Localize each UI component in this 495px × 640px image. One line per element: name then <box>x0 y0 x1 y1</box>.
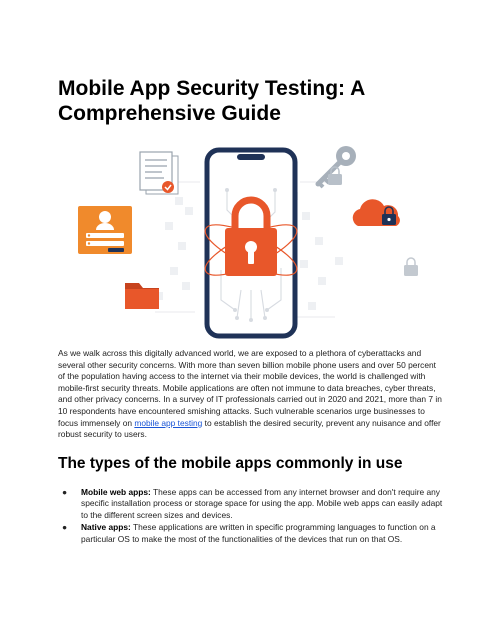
list-item <box>58 487 443 521</box>
bullet-icon: ● <box>62 522 68 533</box>
document-icon <box>140 152 178 194</box>
list-item-term: Native apps: <box>81 522 131 533</box>
folder-icon <box>125 283 159 309</box>
section-heading: The types of the mobile apps commonly in use <box>58 455 403 472</box>
cloud-lock-icon <box>353 199 400 226</box>
phone-illustration <box>199 150 302 336</box>
mobile-app-testing-link[interactable]: mobile app testing <box>134 417 203 428</box>
bullet-icon: ● <box>62 487 68 497</box>
list-item <box>58 522 443 545</box>
list-item-text: These applications are written in specific programming languages to function on a particular OS to make the most of the functionalities of the devices that run on that OS. <box>81 522 436 544</box>
list-item-term: Mobile web apps: <box>81 487 151 497</box>
login-card-icon <box>78 206 132 254</box>
list-item-text: These apps can be accessed from any internet browser and don't require any specific installation process or storage space for using the app. Mobile web apps can easily adapt to the different screen sizes and devices. <box>81 487 443 520</box>
page-title: Mobile App Security Testing: A Comprehensive Guide <box>58 77 365 125</box>
hero-illustration <box>70 142 430 342</box>
small-lock-icon <box>404 258 418 276</box>
app-types-list <box>58 487 443 546</box>
intro-paragraph: As we walk across this digitally advanced world, we are exposed to a plethora of cyberattacks and several other security concerns. With more than seven billion mobile phone users and over 50 percent of the population having access to the internet via their mobile devices, the world is challenged with mobile-first security threats. Mobile applications are often not immune to data breaches, cyber threats, and other privacy concerns. In a survey of IT professionals carried out in 2020 and 2021, more than 7 in 10 respondents have encountered smishing attacks. Such vulnerable scenarios urge businesses to focus immensely on mobile app testing to establish the desired security, prevent any nuisance and offer robust security to users. <box>58 348 442 440</box>
